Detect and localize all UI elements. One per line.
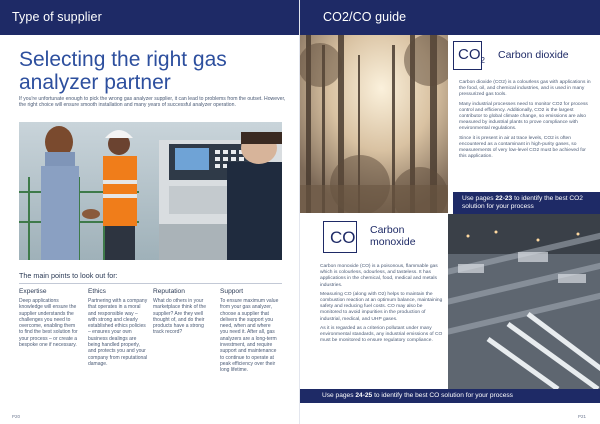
- column-text: Deep applications knowledge will ensure the supplier understands the challenges you need to overcome, enabling them to find the best solution for your process – or create a bespoke one if necessary.: [19, 298, 78, 349]
- co2-symbol: $CO_2$: [458, 46, 485, 65]
- co-heading: Carbon monoxide: [370, 224, 416, 248]
- left-page-header: [0, 0, 300, 35]
- main-points-title: The main points to look out for:: [19, 271, 118, 280]
- traffic-photo: [448, 214, 600, 389]
- co-band-suffix: to identify the best CO solution for your process: [372, 392, 513, 399]
- column-heading: Ethics: [88, 288, 106, 295]
- column-expertise: [19, 288, 79, 348]
- page-number-right: P21: [577, 414, 586, 419]
- co2-symbol-box: [453, 41, 485, 70]
- co2-paragraph: Since it is present in air at trace levels, CO2 is often encountered as a contaminant in high-purity gases, so measurements of very low-level CO2 must be achieved for this application.: [459, 135, 586, 160]
- column-support: [220, 288, 280, 374]
- co2-paragraph: Carbon dioxide (CO2) is a colourless gas with applications in the food, oil, and chemical industries, and is used in many pressurized gas tools.: [459, 80, 591, 98]
- page-title: Selecting the right gas analyzer partner: [19, 48, 227, 94]
- forest-photo: [300, 35, 448, 213]
- column-heading: Support: [220, 288, 244, 295]
- divider: [19, 283, 282, 284]
- co-symbol: CO: [330, 228, 356, 247]
- co2-band-prefix: Use pages: [462, 195, 496, 202]
- co-band-prefix: Use pages: [322, 392, 356, 399]
- co-symbol-box: [323, 221, 357, 253]
- column-reputation: [153, 288, 213, 336]
- column-text: To ensure maximum value from your gas analyzer, choose a supplier that delivers the support you need, when and where you need it. After all, gas analyzers are a long-term investment, and require support and maintenance to continue to operate at peak efficiency over their long lifetime.: [220, 298, 279, 374]
- left-header-title: Type of supplier: [12, 10, 102, 24]
- co-paragraph: Measuring CO (along with O2) helps to maintain the combustion reaction at an optimum balance, maintaining safety and reducing fuel costs. CO may also be monitored to avoid impurities in the production of industrial, medical, and UHP gases.: [320, 291, 443, 322]
- column-text: What do others in your marketplace think of the supplier? Are they well thought of, and do their products have a strong track record?: [153, 298, 207, 336]
- co2-heading: Carbon dioxide: [498, 49, 569, 61]
- page-number-left: P20: [12, 414, 21, 419]
- column-heading: Expertise: [19, 288, 47, 295]
- intro-text: If you're unfortunate enough to pick the wrong gas analyzer supplier, it can lead to problems from the outset. However, the right choice will ensure smooth installation and many years of successful analyzer operation.: [19, 96, 286, 109]
- co-text-block: [320, 264, 444, 347]
- handshake-photo: [19, 122, 282, 260]
- co2-paragraph: Many industrial processes need to monitor CO2 for process control and efficiency. Additionally, CO2 is the largest contributor to global climate change, so emissions are also measured by industrial plants to prove compliance with environmental regulations.: [459, 101, 588, 132]
- co-band-pages: 24-25: [355, 392, 373, 399]
- co-paragraph: Carbon monoxide (CO) is a poisonous, flammable gas which is colourless, odourless, and tasteless. It has applications in the chemical, food, medical and metals industries.: [320, 264, 438, 288]
- co2-callout-band: [453, 192, 600, 214]
- column-text: Partnering with a company that operates in a moral and responsible way – with strong and clearly established ethics policies – ensures your own business dealings are being handled properly, and protects you and your company from reputational damage.: [88, 298, 148, 367]
- column-heading: Reputation: [153, 288, 185, 295]
- co-paragraph: As it is regarded as a criterion pollutant under many environmental standards, any industrial emissions of CO must be monitored to ensure regulatory compliance.: [320, 325, 443, 344]
- right-header-title: CO2/CO guide: [323, 10, 407, 24]
- co2-band-pages: 22-23: [495, 195, 513, 202]
- co2-band-suffix: to identify the best CO2 solution for your process: [462, 195, 583, 210]
- co-callout-band: [300, 389, 600, 403]
- co2-text-block: [459, 80, 591, 163]
- right-page-header: [300, 0, 600, 35]
- column-ethics: [88, 288, 148, 367]
